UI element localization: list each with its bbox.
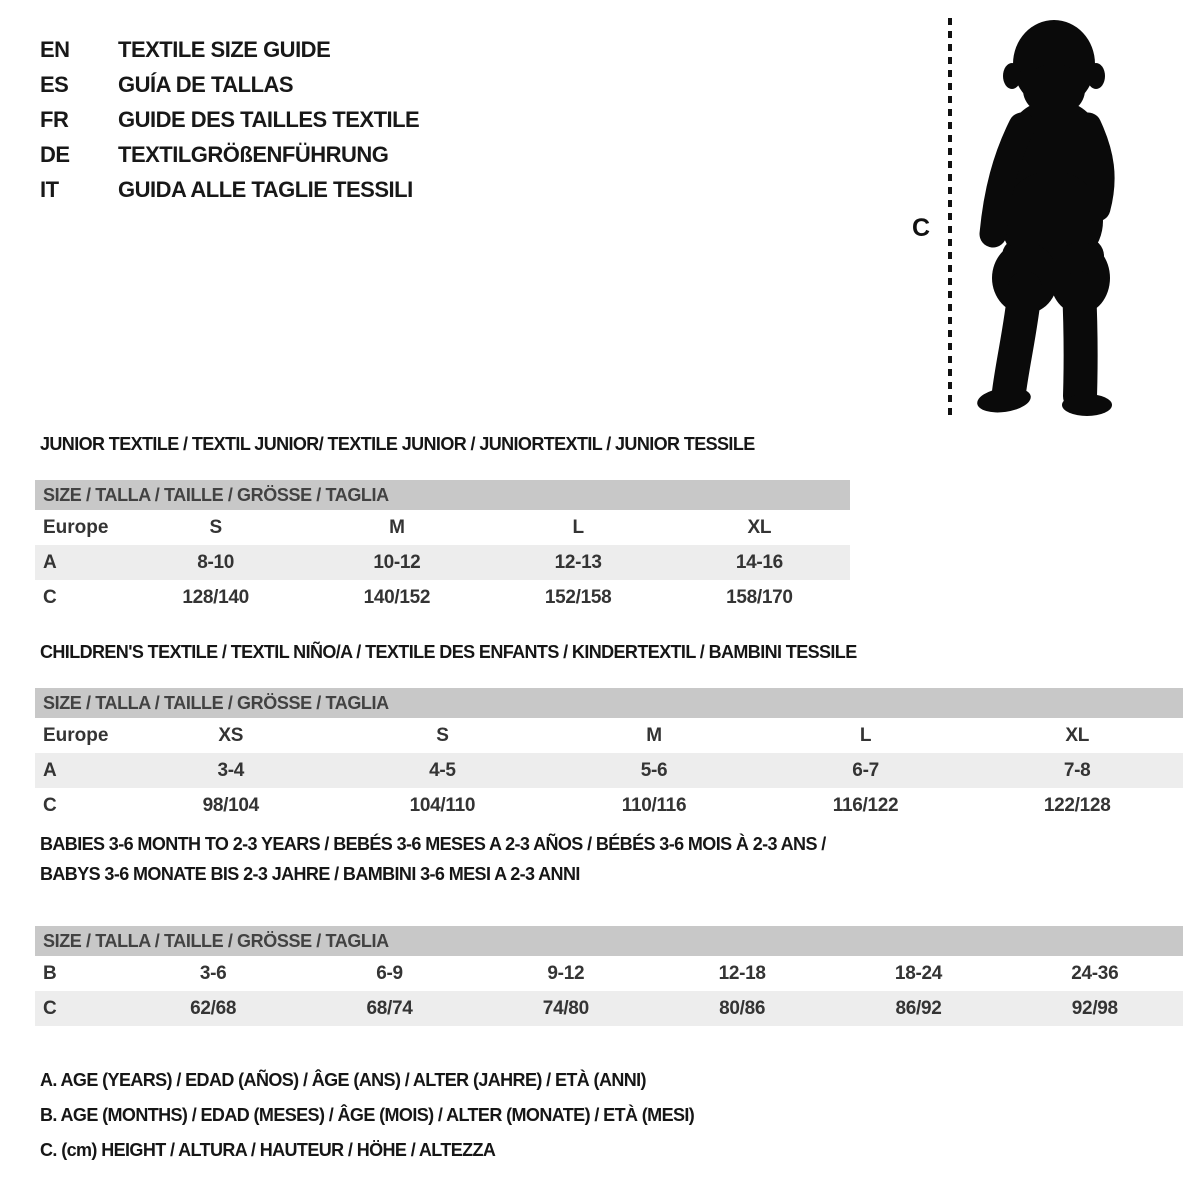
section-title-babies-line1: BABIES 3-6 MONTH TO 2-3 YEARS / BEBÉS 3-6 MESES A 2-3 AÑOS / BÉBÉS 3-6 MOIS À 2-3 ANS / xyxy=(40,834,826,854)
age-cell: 12-13 xyxy=(554,551,602,573)
table-row-height xyxy=(35,991,1183,1026)
height-measure-dashed-line xyxy=(948,18,952,418)
months-cell: 6-9 xyxy=(376,962,403,984)
age-cell: 10-12 xyxy=(373,551,421,573)
age-cell: 3-4 xyxy=(217,759,245,781)
size-header-bar: SIZE / TALLA / TAILLE / GRÖSSE / TAGLIA xyxy=(35,688,1183,718)
row-label: C xyxy=(43,794,57,816)
language-row-en xyxy=(40,32,419,67)
height-cell: 86/92 xyxy=(895,997,942,1019)
legend-age-years: A. AGE (YEARS) / EDAD (AÑOS) / ÂGE (ANS) / ALTER (JAHRE) / ETÀ (ANNI) xyxy=(40,1070,646,1090)
table-row-age xyxy=(35,545,850,580)
height-cell: 152/158 xyxy=(544,586,612,608)
language-row-de xyxy=(40,137,419,172)
months-cell: 18-24 xyxy=(894,962,943,984)
size-cell: S xyxy=(436,724,449,746)
age-cell: 14-16 xyxy=(735,551,783,573)
language-title-list xyxy=(40,32,419,207)
height-cell: 74/80 xyxy=(542,997,589,1019)
guide-title: GUIDE DES TAILLES TEXTILE xyxy=(118,106,420,132)
section-title-babies-line2: BABYS 3-6 MONATE BIS 2-3 JAHRE / BAMBINI 3-6 MESI A 2-3 ANNI xyxy=(40,864,580,884)
height-cell: 128/140 xyxy=(182,586,249,608)
size-cell: L xyxy=(859,724,872,746)
height-cell: 62/68 xyxy=(190,997,237,1019)
months-cell: 12-18 xyxy=(718,962,766,984)
legend-height-cm: C. (cm) HEIGHT / ALTURA / HAUTEUR / HÖHE / ALTEZZA xyxy=(40,1140,496,1160)
height-cell: 158/170 xyxy=(726,586,793,608)
months-cell: 3-6 xyxy=(199,962,227,984)
age-cell: 5-6 xyxy=(640,759,668,781)
row-label: C xyxy=(43,586,57,608)
size-cell: XL xyxy=(747,516,772,538)
height-cell: 104/110 xyxy=(409,794,476,816)
table-row-height xyxy=(35,788,1183,823)
size-cell: S xyxy=(209,516,222,538)
months-cell: 24-36 xyxy=(1071,962,1119,984)
height-cell: 80/86 xyxy=(719,997,766,1019)
age-cell: 6-7 xyxy=(852,759,879,781)
row-label: A xyxy=(43,759,57,781)
legend-age-months: B. AGE (MONTHS) / EDAD (MESES) / ÂGE (MOIS) / ALTER (MONATE) / ETÀ (MESI) xyxy=(40,1105,695,1125)
row-label: A xyxy=(43,551,57,573)
guide-title: TEXTILGRÖßENFÜHRUNG xyxy=(118,141,389,167)
language-code: EN xyxy=(40,36,70,62)
height-cell: 110/116 xyxy=(621,794,687,816)
babies-size-table xyxy=(35,926,1183,1026)
size-cell: XS xyxy=(218,724,244,746)
height-cell: 98/104 xyxy=(202,794,259,816)
guide-title: GUÍA DE TALLAS xyxy=(118,71,294,97)
guide-title: TEXTILE SIZE GUIDE xyxy=(118,36,331,62)
toddler-silhouette-icon xyxy=(962,16,1140,420)
guide-title: GUIDA ALLE TAGLIE TESSILI xyxy=(118,176,413,202)
section-title-junior: JUNIOR TEXTILE / TEXTIL JUNIOR/ TEXTILE JUNIOR / JUNIORTEXTIL / JUNIOR TESSILE xyxy=(40,434,755,454)
section-title-children: CHILDREN'S TEXTILE / TEXTIL NIÑO/A / TEXTILE DES ENFANTS / KINDERTEXTIL / BAMBINI TESSILE xyxy=(40,642,857,662)
language-code: FR xyxy=(40,106,69,132)
size-cell: XL xyxy=(1065,724,1090,746)
size-header-bar: SIZE / TALLA / TAILLE / GRÖSSE / TAGLIA xyxy=(35,926,1183,956)
table-row-months xyxy=(35,956,1183,991)
language-code: ES xyxy=(40,71,69,97)
age-cell: 7-8 xyxy=(1063,759,1091,781)
table-row-height xyxy=(35,580,850,615)
table-row-europe xyxy=(35,510,850,545)
age-cell: 8-10 xyxy=(197,551,235,573)
size-cell: L xyxy=(572,516,584,538)
junior-size-table xyxy=(35,480,850,615)
height-cell: 122/128 xyxy=(1043,794,1111,816)
language-row-fr xyxy=(40,102,419,137)
table-row-europe xyxy=(35,718,1183,753)
height-cell: 92/98 xyxy=(1071,997,1118,1019)
language-row-it xyxy=(40,172,419,207)
row-label: C xyxy=(43,997,57,1019)
row-label: Europe xyxy=(43,724,109,746)
height-cell: 116/122 xyxy=(832,794,899,816)
row-label: Europe xyxy=(43,516,109,538)
size-cell: M xyxy=(646,724,662,746)
language-code: DE xyxy=(40,141,70,167)
language-row-es xyxy=(40,67,419,102)
size-cell: M xyxy=(389,516,405,538)
height-cell: 140/152 xyxy=(363,586,431,608)
row-label: B xyxy=(43,962,57,984)
age-cell: 4-5 xyxy=(429,759,456,781)
table-row-age xyxy=(35,753,1183,788)
size-header-bar: SIZE / TALLA / TAILLE / GRÖSSE / TAGLIA xyxy=(35,480,850,510)
height-cell: 68/74 xyxy=(366,997,413,1019)
height-measure-label: C xyxy=(912,214,931,242)
months-cell: 9-12 xyxy=(547,962,585,984)
language-code: IT xyxy=(40,176,59,202)
children-size-table xyxy=(35,688,1183,823)
